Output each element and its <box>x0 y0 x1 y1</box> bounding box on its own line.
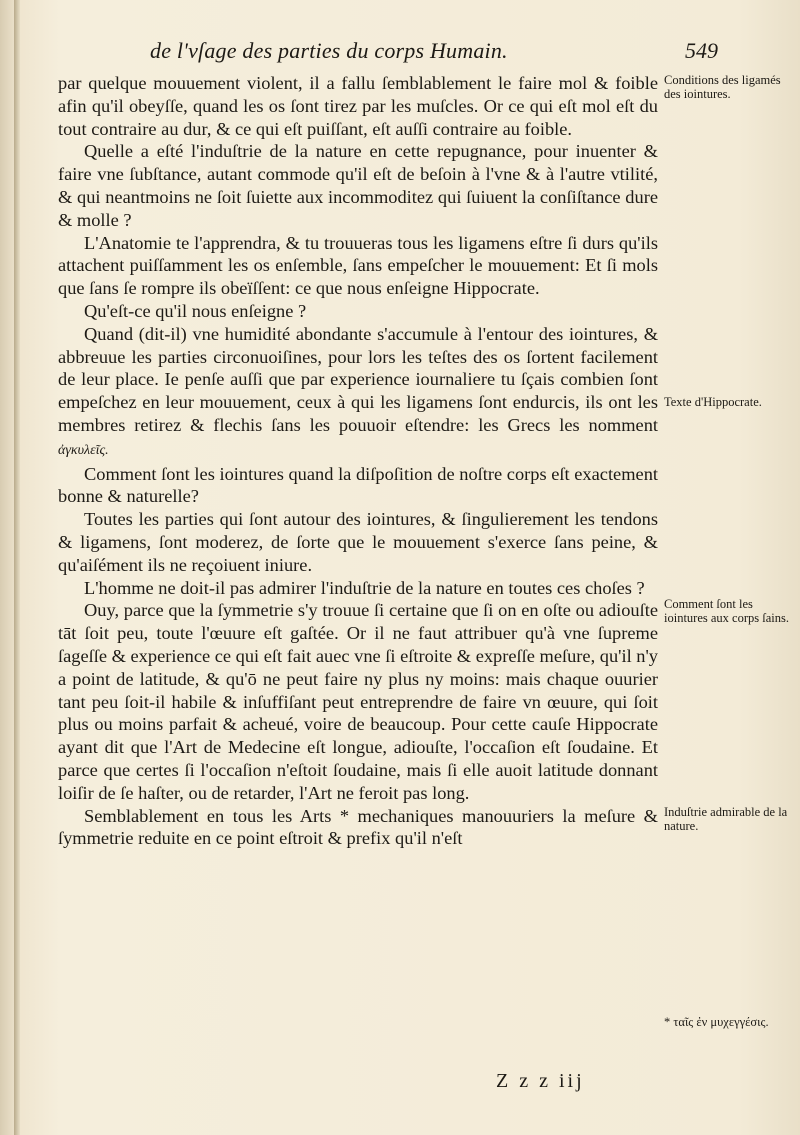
margin-note: Conditions des ligamés des iointures. <box>664 73 781 101</box>
running-head: de l'vſage des parties du corps Humain. <box>150 38 508 63</box>
answer-paragraph <box>58 323 658 463</box>
paragraph: par quelque mouuement violent, il a fallu ſemblablement le faire mol & foible afin qu'il obeyſſe, quand les os ſont tirez par les muſcles. Or ce qui eſt mol eſt du tout contraire au dur, & ce qui eſt puiſſant, eſt auſſi contraire au foible. <box>58 73 658 139</box>
paragraph-text: Quand (dit-il) vne humidité abondante s'accumule à l'entour des iointures, & abbreuue les parties circonuoiſines, pour lors les teſtes des os ſortent facilement de leur place. Ie penſe auſſi que par experience iournaliere tu ſçais combien ſont empeſchez en leur mouuement, ceux à qui les ligamens ſont endurcis, ils ont les membres retirez & flechis ſans les pouuoir eſtendre: les Grecs les nomment <box>58 323 658 435</box>
page-number: 549 <box>685 38 718 63</box>
margin-note: * ταῖς ἐν μυχεγγέσις. <box>664 1015 769 1029</box>
page-gutter-shadow <box>14 0 20 1135</box>
question-paragraph: L'homme ne doit-il pas admirer l'induſtrie de la nature en toutes ces choſes ? <box>84 577 645 598</box>
answer-paragraph: Ouy, parce que la ſymmetrie s'y trouue ſi certaine que ſi on en oſte ou adiouſte tāt ſoit peu, toute l'œuure eſt gaſtée. Or il ne faut attribuer qu'à vne ſupreme ſageſſe & experience ce qui eſt fait auec vne ſi eſtroite & expreſſe meſure, qu'il n'y a point de latitude, & qu'ō ne peut faire ny plus ny moins: mais chaque ouurier tant peu ſoit-il habile & inſuffiſant peut entreprendre de faire vn œuure, qui ſoit plus ou moins parfait & acheué, voire de beaucoup. Pour cette cauſe Hippocrate ayant dit que l'Art de Medecine eſt longue, adiouſte, l'occaſion eſt ſoudaine. Et parce que certes ſi l'occaſion n'eſtoit ſoudaine, mais ſi elle auoit latitude donnant loiſir de ſe haſter, ou de retarder, l'Art ne feroit pas long. <box>58 600 658 803</box>
question-paragraph: Quelle a eſté l'induſtrie de la nature en cette repugnance, pour inuenter & faire vne ſubſtance, autant commode qu'il eſt de beſoin à l'vne & à l'autre vtilité, & qui neantmoins ne ſoit ſuiette aux incommoditez qui ſuiuent la conſiſtance dure & molle ? <box>58 141 658 230</box>
main-text <box>58 72 658 850</box>
answer-paragraph: Toutes les parties qui ſont autour des iointures, & ſingulierement les tendons & ligamens, ſont moderez, de ſorte que le mouuement s'exerce ſans peine, & qu'aiſément ils ne reçoiuent iniure. <box>58 509 658 575</box>
signature-mark: Z z z iij <box>496 1070 585 1092</box>
margin-note: Texte d'Hippocrate. <box>664 395 762 409</box>
margin-note: Induſtrie admirable de la nature. <box>664 805 788 833</box>
margin-note: Comment ſont les iointures aux corps ſains. <box>664 597 789 625</box>
question-paragraph: Qu'eſt-ce qu'il nous enſeigne ? <box>84 300 307 321</box>
answer-paragraph: L'Anatomie te l'apprendra, & tu trouueras tous les ligamens eſtre ſi durs qu'ils attachent puiſſamment les os enſemble, ſans empeſcher le mouuement: Et ſi mols que ſans ſe rompre ils obeïſſent: ce que nous enſeigne Hippocrate. <box>58 232 658 299</box>
question-paragraph: Comment ſont les iointures quand la diſpoſition de noſtre corps eſt exactement bonne & naturelle? <box>58 463 658 507</box>
page-header <box>60 38 720 68</box>
paragraph: Semblablement en tous les Arts * mechaniques manouuriers la meſure & ſymmetrie reduite en ce point eſtroit & prefix qu'il n'eſt <box>58 805 658 849</box>
greek-term: ἀγκυλεῖς. <box>58 442 109 458</box>
